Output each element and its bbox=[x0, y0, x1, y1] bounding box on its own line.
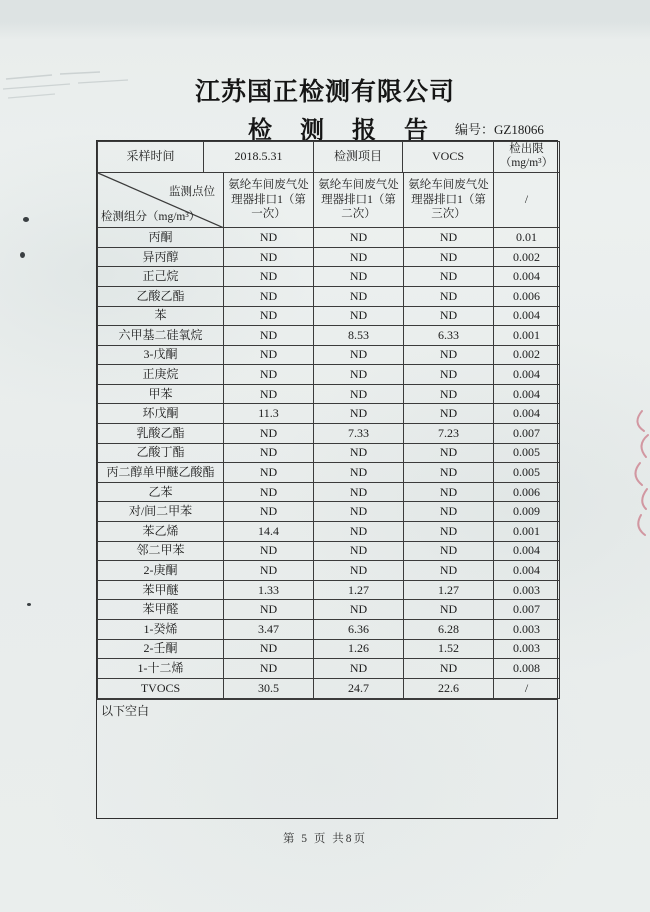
detection-limit: 0.004 bbox=[494, 365, 560, 385]
compound-name: 苯甲醛 bbox=[98, 600, 224, 620]
compound-name: 乙酸乙酯 bbox=[98, 286, 224, 306]
result-value-2: ND bbox=[314, 502, 404, 522]
compound-name: 苯乙烯 bbox=[98, 522, 224, 542]
detection-limit: 0.003 bbox=[494, 639, 560, 659]
ink-speck bbox=[27, 603, 31, 606]
compound-name: 邻二甲苯 bbox=[98, 541, 224, 561]
result-value-2: ND bbox=[314, 600, 404, 620]
report-number-value: GZ18066 bbox=[494, 122, 544, 137]
detection-limit: 0.004 bbox=[494, 541, 560, 561]
compound-name: 乙酸丁酯 bbox=[98, 443, 224, 463]
compound-name: 丙酮 bbox=[98, 228, 224, 248]
detection-limit: 0.002 bbox=[494, 345, 560, 365]
detection-limit: 0.006 bbox=[494, 482, 560, 502]
result-value-2: ND bbox=[314, 443, 404, 463]
compound-name: 苯 bbox=[98, 306, 224, 326]
result-value-1: ND bbox=[224, 443, 314, 463]
result-value-1: 30.5 bbox=[224, 678, 314, 698]
table-row bbox=[98, 502, 560, 522]
result-value-2: 6.36 bbox=[314, 620, 404, 640]
result-value-3: ND bbox=[404, 600, 494, 620]
result-value-2: ND bbox=[314, 345, 404, 365]
result-value-3: ND bbox=[404, 267, 494, 287]
result-value-2: ND bbox=[314, 306, 404, 326]
result-value-3: ND bbox=[404, 384, 494, 404]
table-row bbox=[98, 600, 560, 620]
detection-limit-label: 检出限 bbox=[509, 143, 544, 155]
table-row bbox=[98, 639, 560, 659]
compound-name: 2-壬酮 bbox=[98, 639, 224, 659]
detection-limit: 0.006 bbox=[494, 286, 560, 306]
detection-limit: 0.001 bbox=[494, 522, 560, 542]
table-row bbox=[98, 424, 560, 444]
compound-name: 正庚烷 bbox=[98, 365, 224, 385]
table-row bbox=[98, 482, 560, 502]
result-value-2: ND bbox=[314, 365, 404, 385]
diagonal-header-cell bbox=[98, 172, 224, 228]
report-title: 检 测 报 告 bbox=[248, 118, 439, 144]
table-row bbox=[98, 345, 560, 365]
result-value-1: ND bbox=[224, 659, 314, 679]
detection-limit: 0.007 bbox=[494, 424, 560, 444]
compound-name: 异丙醇 bbox=[98, 247, 224, 267]
detection-limit: 0.007 bbox=[494, 600, 560, 620]
result-value-3: ND bbox=[404, 306, 494, 326]
result-value-2: ND bbox=[314, 384, 404, 404]
monitoring-point-3: 氨纶车间废气处理器排口1（第三次） bbox=[404, 172, 494, 228]
compound-name: 苯甲醚 bbox=[98, 580, 224, 600]
table-row bbox=[98, 228, 560, 248]
monitoring-point-row bbox=[98, 172, 560, 228]
detection-limit: 0.005 bbox=[494, 443, 560, 463]
table-row bbox=[98, 267, 560, 287]
result-value-3: ND bbox=[404, 247, 494, 267]
result-value-1: 11.3 bbox=[224, 404, 314, 424]
result-value-2: ND bbox=[314, 482, 404, 502]
table-row bbox=[98, 443, 560, 463]
result-value-3: ND bbox=[404, 365, 494, 385]
result-value-3: 7.23 bbox=[404, 424, 494, 444]
result-value-2: ND bbox=[314, 286, 404, 306]
detection-limit: 0.003 bbox=[494, 580, 560, 600]
result-value-2: ND bbox=[314, 463, 404, 483]
detection-limit-unit: （mg/m³） bbox=[499, 156, 554, 169]
detection-limit: 0.005 bbox=[494, 463, 560, 483]
result-value-3: 6.33 bbox=[404, 326, 494, 346]
result-value-3: ND bbox=[404, 482, 494, 502]
result-value-3: ND bbox=[404, 443, 494, 463]
result-value-1: ND bbox=[224, 286, 314, 306]
detection-limit: 0.01 bbox=[494, 228, 560, 248]
result-value-1: ND bbox=[224, 247, 314, 267]
table-body bbox=[97, 172, 560, 699]
result-value-2: ND bbox=[314, 541, 404, 561]
compound-name: 3-戊酮 bbox=[98, 345, 224, 365]
compound-name: 对/间二甲苯 bbox=[98, 502, 224, 522]
table-header-row bbox=[97, 141, 560, 173]
sampling-time-label: 采样时间 bbox=[98, 142, 204, 173]
result-value-2: 7.33 bbox=[314, 424, 404, 444]
detection-limit: 0.003 bbox=[494, 620, 560, 640]
compound-name: 1-十二烯 bbox=[98, 659, 224, 679]
monitoring-point-2: 氨纶车间废气处理器排口1（第二次） bbox=[314, 172, 404, 228]
table-row bbox=[98, 306, 560, 326]
table-row bbox=[98, 620, 560, 640]
ink-speck bbox=[23, 217, 29, 222]
result-value-3: 6.28 bbox=[404, 620, 494, 640]
compound-name: 乳酸乙酯 bbox=[98, 424, 224, 444]
result-value-2: 8.53 bbox=[314, 326, 404, 346]
result-value-1: ND bbox=[224, 424, 314, 444]
monitoring-point-1: 氨纶车间废气处理器排口1（第一次） bbox=[224, 172, 314, 228]
result-value-3: ND bbox=[404, 659, 494, 679]
test-item-label: 检测项目 bbox=[314, 142, 403, 173]
report-number-label: 编号： bbox=[455, 122, 495, 137]
detection-limit: 0.008 bbox=[494, 659, 560, 679]
detection-limit: / bbox=[494, 678, 560, 698]
result-value-3: ND bbox=[404, 228, 494, 248]
page-number: 第 5 页 共8页 bbox=[282, 833, 368, 845]
detection-limit-header bbox=[494, 142, 560, 173]
result-value-1: ND bbox=[224, 463, 314, 483]
result-value-1: 1.33 bbox=[224, 580, 314, 600]
result-value-3: 1.52 bbox=[404, 639, 494, 659]
detection-limit: 0.004 bbox=[494, 306, 560, 326]
result-value-1: ND bbox=[224, 639, 314, 659]
compound-name: 2-庚酮 bbox=[98, 561, 224, 581]
result-value-1: ND bbox=[224, 600, 314, 620]
result-value-1: ND bbox=[224, 384, 314, 404]
table-row bbox=[98, 365, 560, 385]
report-number bbox=[455, 119, 544, 138]
result-value-2: ND bbox=[314, 659, 404, 679]
result-value-1: ND bbox=[224, 345, 314, 365]
table-row bbox=[98, 326, 560, 346]
result-value-3: ND bbox=[404, 502, 494, 522]
table-row bbox=[98, 404, 560, 424]
result-value-1: ND bbox=[224, 561, 314, 581]
company-name: 江苏国正检测有限公司 bbox=[194, 79, 455, 106]
table-row bbox=[98, 286, 560, 306]
detection-limit: 0.004 bbox=[494, 561, 560, 581]
table-row bbox=[98, 659, 560, 679]
compound-name: 正己烷 bbox=[98, 267, 224, 287]
table-row bbox=[98, 522, 560, 542]
result-value-3: ND bbox=[404, 286, 494, 306]
red-stamp-edge bbox=[612, 405, 650, 550]
results-table bbox=[96, 140, 558, 819]
title-line bbox=[0, 110, 650, 144]
result-value-1: ND bbox=[224, 228, 314, 248]
result-value-1: ND bbox=[224, 326, 314, 346]
table-row bbox=[98, 541, 560, 561]
blank-below-note: 以下空白 bbox=[97, 699, 557, 818]
result-value-3: ND bbox=[404, 404, 494, 424]
compound-name: 1-癸烯 bbox=[98, 620, 224, 640]
table-row bbox=[98, 580, 560, 600]
result-value-1: 14.4 bbox=[224, 522, 314, 542]
table-row bbox=[98, 463, 560, 483]
result-value-2: ND bbox=[314, 267, 404, 287]
diagonal-label-component: 检测组分（mg/m³） bbox=[101, 210, 201, 223]
detection-limit: 0.004 bbox=[494, 384, 560, 404]
monitoring-point-limit: / bbox=[494, 172, 560, 228]
compound-name: 乙苯 bbox=[98, 482, 224, 502]
result-value-3: ND bbox=[404, 561, 494, 581]
result-value-3: ND bbox=[404, 345, 494, 365]
detection-limit: 0.004 bbox=[494, 404, 560, 424]
detection-limit: 0.009 bbox=[494, 502, 560, 522]
result-value-1: ND bbox=[224, 267, 314, 287]
result-value-3: ND bbox=[404, 522, 494, 542]
compound-name: 丙二醇单甲醚乙酸酯 bbox=[98, 463, 224, 483]
result-value-2: ND bbox=[314, 561, 404, 581]
table-row bbox=[98, 384, 560, 404]
sampling-time-value: 2018.5.31 bbox=[204, 142, 314, 173]
compound-name: TVOCS bbox=[98, 678, 224, 698]
compound-name: 环戊酮 bbox=[98, 404, 224, 424]
result-value-2: 24.7 bbox=[314, 678, 404, 698]
result-value-3: 1.27 bbox=[404, 580, 494, 600]
result-value-1: ND bbox=[224, 502, 314, 522]
table-row bbox=[98, 678, 560, 698]
detection-limit: 0.002 bbox=[494, 247, 560, 267]
result-value-1: ND bbox=[224, 482, 314, 502]
table-row bbox=[98, 247, 560, 267]
table-row bbox=[98, 561, 560, 581]
result-value-1: ND bbox=[224, 541, 314, 561]
compound-name: 六甲基二硅氧烷 bbox=[98, 326, 224, 346]
result-value-3: ND bbox=[404, 463, 494, 483]
detection-limit: 0.001 bbox=[494, 326, 560, 346]
result-value-1: ND bbox=[224, 306, 314, 326]
result-value-2: 1.26 bbox=[314, 639, 404, 659]
result-value-1: 3.47 bbox=[224, 620, 314, 640]
ink-speck bbox=[20, 252, 25, 258]
result-value-3: 22.6 bbox=[404, 678, 494, 698]
test-item-value: VOCS bbox=[403, 142, 494, 173]
result-value-2: 1.27 bbox=[314, 580, 404, 600]
data-rows bbox=[98, 228, 560, 698]
diagonal-label-point: 监测点位 bbox=[169, 185, 215, 198]
result-value-3: ND bbox=[404, 541, 494, 561]
result-value-1: ND bbox=[224, 365, 314, 385]
detection-limit: 0.004 bbox=[494, 267, 560, 287]
result-value-2: ND bbox=[314, 228, 404, 248]
result-value-2: ND bbox=[314, 404, 404, 424]
compound-name: 甲苯 bbox=[98, 384, 224, 404]
result-value-2: ND bbox=[314, 247, 404, 267]
result-value-2: ND bbox=[314, 522, 404, 542]
